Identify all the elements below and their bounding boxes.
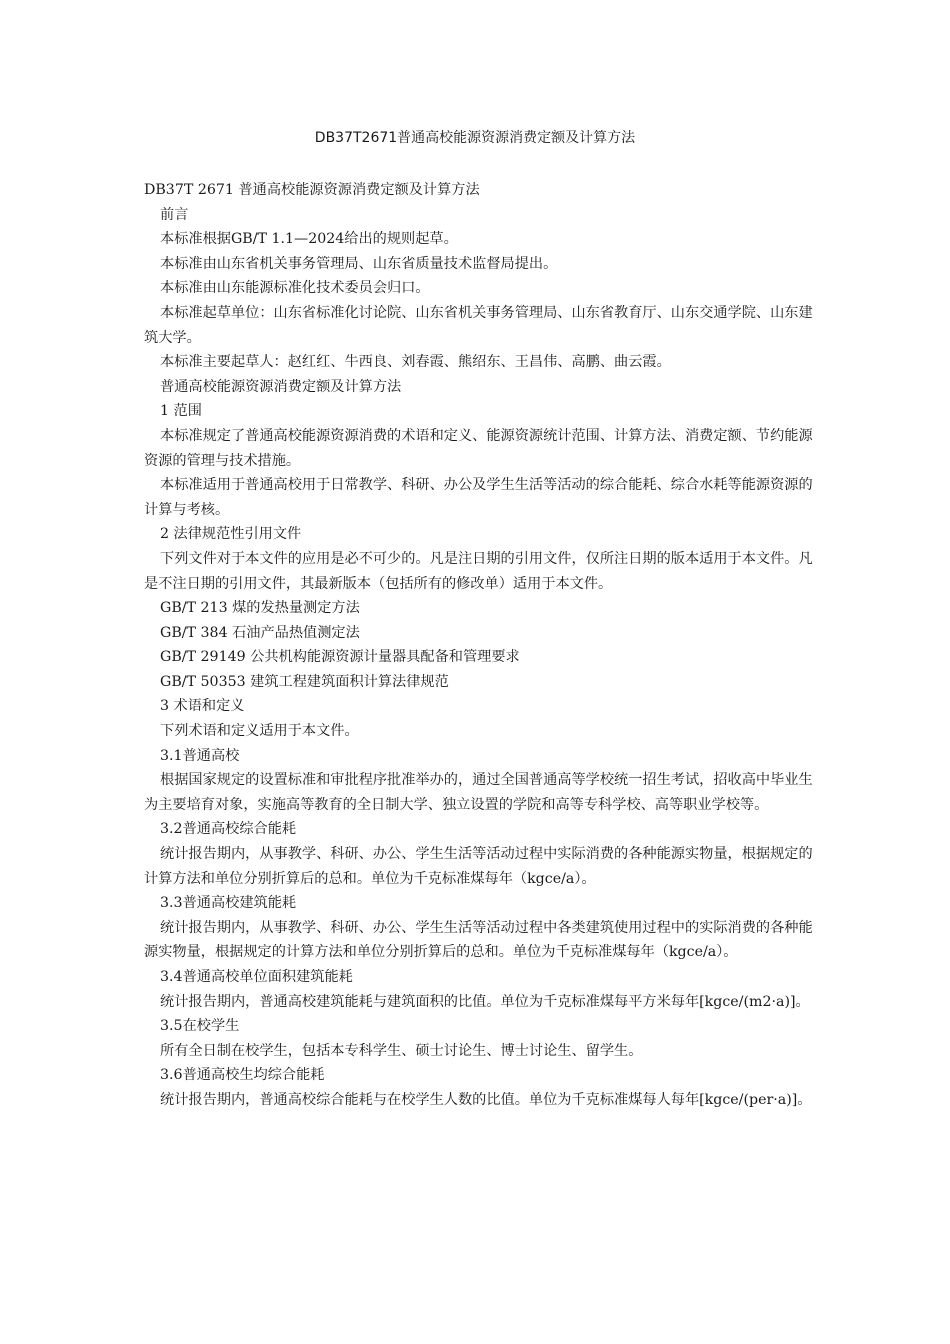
heading-foreword: 前言 <box>160 206 189 223</box>
paragraph-scope-1: 本标准规定了普通高校能源资源消费的术语和定义、能源资源统计范围、计算方法、消费定额、节约能源资源的管理与技术措施。 <box>144 427 813 469</box>
term-heading: 3.6普通高校生均综合能耗 <box>160 1067 325 1084</box>
paragraph-under-jurisdiction: 本标准由山东能源标准化技术委员会归口。 <box>160 280 430 297</box>
reference-item: GB/T 29149 公共机构能源资源计量器具配备和管理要求 <box>160 649 520 666</box>
term-definition: 统计报告期内，从事教学、科研、办公、学生生活等活动过程中各类建筑使用过程中的实际消费的各种能源实物量，根据规定的计算方法和单位分别折算后的总和。单位为千克标准煤每年（kgce/a）。 <box>144 919 813 961</box>
heading-section-3: 3 术语和定义 <box>160 698 245 715</box>
document-body <box>144 178 814 1113</box>
reference-item: GB/T 384 石油产品热值测定法 <box>160 624 360 641</box>
paragraph-drafting-rules: 本标准根据GB/T 1.1—2024给出的规则起草。 <box>160 231 458 248</box>
reference-item: GB/T 213 煤的发热量测定方法 <box>160 600 360 617</box>
heading-section-2: 2 法律规范性引用文件 <box>160 526 302 543</box>
paragraph-normative-refs: 下列文件对于本文件的应用是必不可少的。凡是注日期的引用文件，仅所注日期的版本适用于本文件。凡是不注日期的引用文件，其最新版本（包括所有的修改单）适用于本文件。 <box>144 550 813 592</box>
paragraph-standard-header: DB37T 2671 普通高校能源资源消费定额及计算方法 <box>144 182 480 198</box>
term-heading: 3.5在校学生 <box>160 1018 240 1035</box>
heading-standard-name: 普通高校能源资源消费定额及计算方法 <box>160 378 402 395</box>
term-heading: 3.3普通高校建筑能耗 <box>160 895 297 912</box>
term-definition: 所有全日制在校学生，包括本专科学生、硕士讨论生、博士讨论生、留学生。 <box>160 1042 643 1059</box>
document-title: DB37T2671普通高校能源资源消费定额及计算方法 <box>314 130 636 146</box>
heading-section-1: 1 范围 <box>160 403 202 420</box>
paragraph-drafting-units: 本标准起草单位：山东省标准化讨论院、山东省机关事务管理局、山东省教育厅、山东交通学院、山东建筑大学。 <box>144 304 813 346</box>
paragraph-scope-2: 本标准适用于普通高校用于日常教学、科研、办公及学生生活等活动的综合能耗、综合水耗等能源资源的计算与考核。 <box>144 477 813 518</box>
term-definition: 根据国家规定的设置标准和审批程序批准举办的，通过全国普通高等学校统一招生考试，招收高中毕业生为主要培育对象，实施高等教育的全日制大学、独立设置的学院和高等专科学校、高等职业学校等。 <box>144 772 813 813</box>
term-heading: 3.1普通高校 <box>160 747 240 764</box>
term-definition: 统计报告期内，普通高校建筑能耗与建筑面积的比值。单位为千克标准煤每平方米每年[kgce/(m2·a)]。 <box>160 993 810 1010</box>
term-heading: 3.4普通高校单位面积建筑能耗 <box>160 969 353 985</box>
paragraph-proposed-by: 本标准由山东省机关事务管理局、山东省质量技术监督局提出。 <box>160 255 558 272</box>
paragraph-terms-intro: 下列术语和定义适用于本文件。 <box>160 723 359 740</box>
paragraph-main-drafters: 本标准主要起草人：赵红红、牛西良、刘春霞、熊绍东、王昌伟、高鹏、曲云霞。 <box>160 354 671 371</box>
term-heading: 3.2普通高校综合能耗 <box>160 821 297 838</box>
term-definition: 统计报告期内，普通高校综合能耗与在校学生人数的比值。单位为千克标准煤每人每年[kgce/(per·a)]。 <box>160 1091 812 1108</box>
reference-item: GB/T 50353 建筑工程建筑面积计算法律规范 <box>160 673 449 690</box>
term-definition: 统计报告期内，从事教学、科研、办公、学生生活等活动过程中实际消费的各种能源实物量，根据规定的计算方法和单位分别折算后的总和。单位为千克标准煤每年（kgce/a）。 <box>144 846 813 887</box>
